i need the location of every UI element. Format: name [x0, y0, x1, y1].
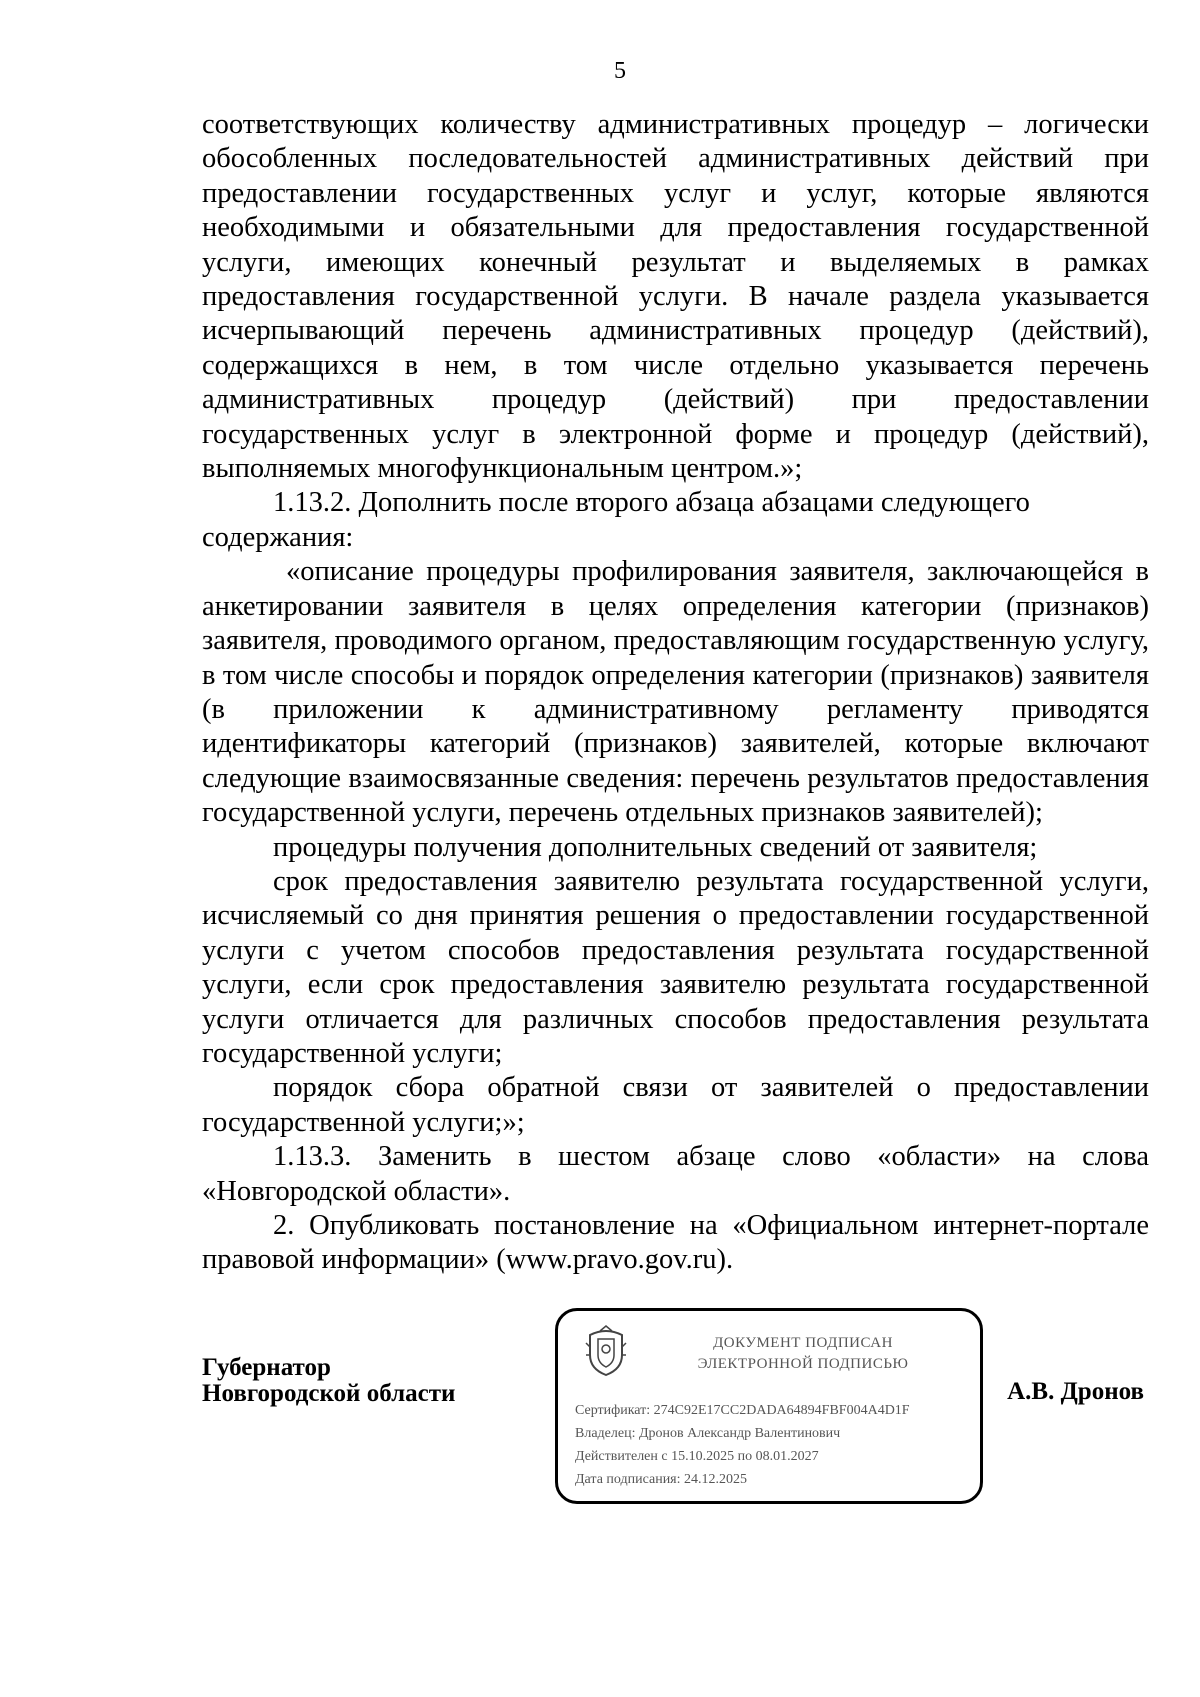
document-body — [202, 108, 1149, 1278]
signatory-title-line2: Новгородской области — [202, 1380, 456, 1407]
page-number: 5 — [614, 58, 626, 84]
paragraph-1-13-3: 1.13.3. Заменить в шестом абзаце слово «области» на слова «Новгородской области». — [202, 1141, 1149, 1207]
signatory-name: А.В. Дронов — [1007, 1378, 1144, 1405]
paragraph-publish: 2. Опубликовать постановление на «Официальном интернет-портале правовой информации» (www.pravo.gov.ru). — [202, 1210, 1149, 1276]
signatory-title — [202, 1355, 455, 1407]
paragraph-result-deadline: срок предоставления заявителю результата государственной услуги, исчисляемый со дня принятия решения о предоставлении государственной услуги с учетом способов предоставления результата государственной услуги, если срок предоставления заявителю результата государственной услуги отличается для различных способов предоставления результата государственной услуги; — [202, 865, 1149, 1069]
paragraph-continuation: соответствующих количеству административных процедур – логически обособленных последовательностей административных действий при предоставлении государственных услуг и услуг, которые являются необходимыми и обязательными для предоставления государственной услуги, имеющих конечный результат и выделяемых в рамках предоставления государственной услуги. В начале раздела указывается исчерпывающий перечень административных процедур (действий), содержащихся в нем, в том числе отдельно указывается перечень административных процедур (действий) при предоставлении государственных услуг в электронной форме и процедур (действий), выполняемых многофункциональным центром.»; — [202, 109, 1149, 485]
paragraph-feedback: порядок сбора обратной связи от заявителей о предоставлении государственной услуги;»; — [202, 1072, 1149, 1138]
paragraph-additional-info: процедуры получения дополнительных сведений от заявителя; — [273, 831, 1038, 863]
stamp-details — [575, 1399, 910, 1491]
stamp-signed-date: Дата подписания: 24.12.2025 — [575, 1472, 748, 1487]
electronic-signature-stamp — [555, 1308, 983, 1504]
paragraph-profiling: «описание процедуры профилирования заявителя, заключающейся в анкетировании заявителя в целях определения категории (признаков) заявителя, проводимого органом, предоставляющим государственную услугу, в том числе способы и порядок определения категории (признаков) заявителя (в приложении к административному регламенту приводятся идентификаторы категорий (признаков) заявителей, которые включают следующие взаимосвязанные сведения: перечень результатов предоставления государственной услуги, перечень отдельных признаков заявителей); — [202, 556, 1149, 829]
stamp-owner: Владелец: Дронов Александр Валентинович — [575, 1426, 841, 1441]
stamp-validity: Действителен с 15.10.2025 по 08.01.2027 — [575, 1449, 819, 1464]
coat-of-arms-icon — [584, 1325, 628, 1377]
stamp-header-line2: ЭЛЕКТРОННОЙ ПОДПИСЬЮ — [697, 1356, 909, 1372]
signatory-title-line1: Губернатор — [202, 1354, 331, 1381]
stamp-certificate: Сертификат: 274C92E17CC2DADA64894FBF004A4D1F — [575, 1403, 910, 1418]
stamp-header-line1: ДОКУМЕНТ ПОДПИСАН — [713, 1335, 893, 1351]
paragraph-1-13-2: 1.13.2. Дополнить после второго абзаца абзацами следующего содержания: — [202, 487, 1030, 553]
stamp-header — [648, 1333, 958, 1375]
